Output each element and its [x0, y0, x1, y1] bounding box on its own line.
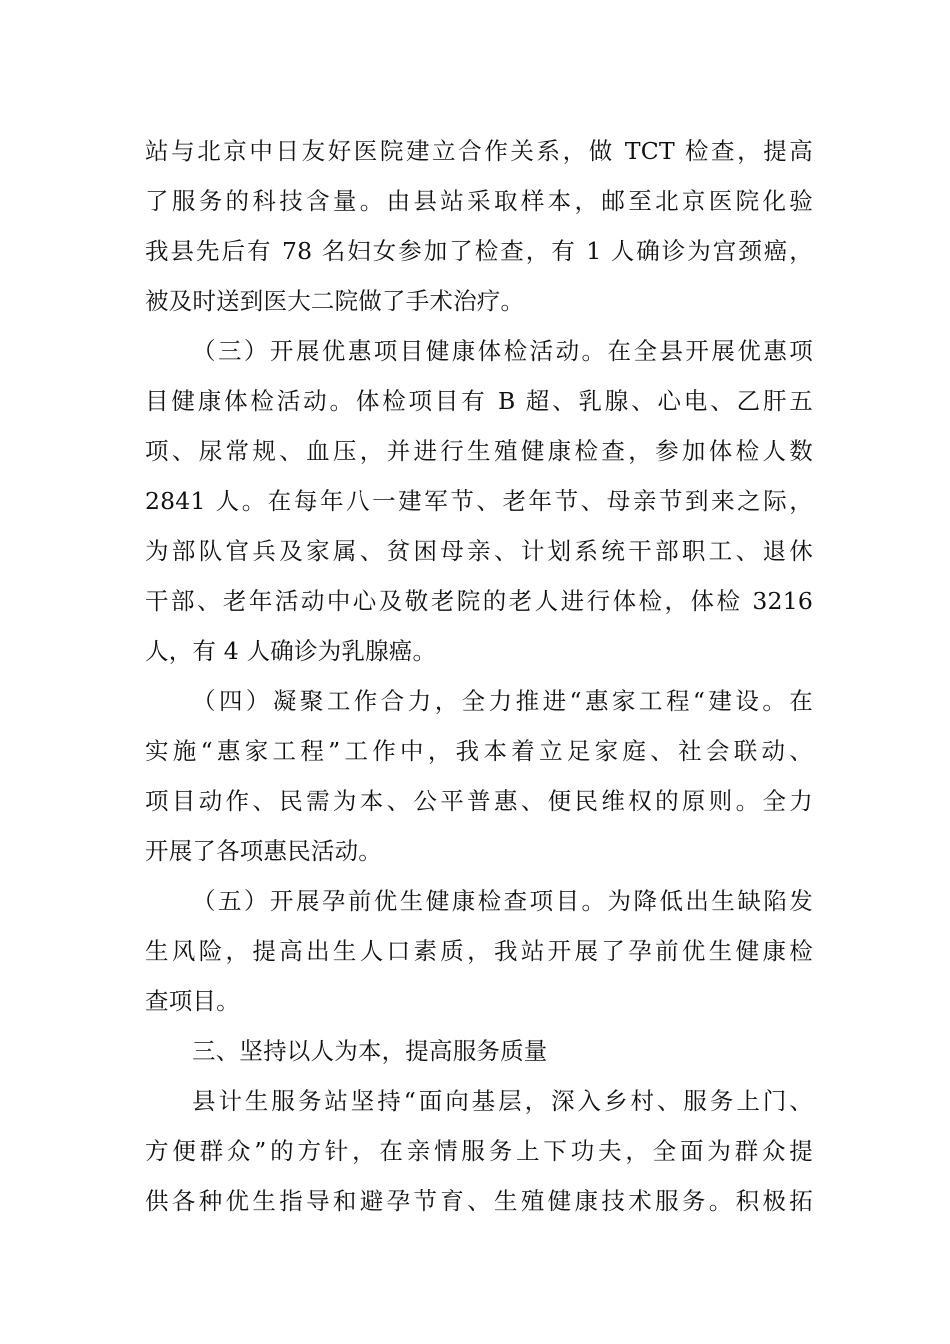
text-line: 人，有 4 人确诊为乳腺癌。 — [145, 637, 437, 665]
text-line: 干部、老年活动中心及敬老院的老人进行体检，体检 3216 — [145, 587, 813, 615]
text-line: 实施“惠家工程”工作中，我本着立足家庭、社会联动、 — [145, 737, 813, 765]
text-line: 了服务的科技含量。由县站采取样本，邮至北京医院化验 — [145, 187, 813, 215]
section-heading-service-quality — [145, 1026, 813, 1076]
text-line: 方便群众”的方针，在亲情服务上下功夫，全面为群众提 — [145, 1137, 813, 1165]
text-line: 2841 人。在每年八一建军节、老年节、母亲节到来之际， — [145, 487, 813, 515]
text-line: 项、尿常规、血压，并进行生殖健康检查，参加体检人数 — [145, 437, 813, 465]
text-line: 生风险，提高出生人口素质，我站开展了孕前优生健康检 — [145, 937, 813, 965]
text-line: 目健康体检活动。体检项目有 B 超、乳腺、心电、乙肝五 — [145, 387, 813, 415]
text-line: 县计生服务站坚持“面向基层，深入乡村、服务上门、 — [192, 1087, 813, 1115]
paragraph-huijia-project — [145, 676, 813, 876]
text-line: （五）开展孕前优生健康检查项目。为降低出生缺陷发 — [192, 887, 813, 915]
paragraph-health-checkup — [145, 326, 813, 676]
text-line: 供各种优生指导和避孕节育、生殖健康技术服务。积极拓 — [145, 1187, 813, 1215]
text-line: 开展了各项惠民活动。 — [145, 837, 382, 865]
paragraph-tct-screening — [145, 126, 813, 326]
document-body — [145, 126, 813, 1226]
paragraph-prepregnancy-check — [145, 876, 813, 1026]
text-line: （三）开展优惠项目健康体检活动。在全县开展优惠项 — [192, 337, 813, 365]
text-line: 查项目。 — [145, 987, 240, 1015]
section-heading: 三、坚持以人为本，提高服务质量 — [192, 1037, 548, 1065]
text-line: 为部队官兵及家属、贫困母亲、计划系统干部职工、退休 — [145, 537, 813, 565]
text-line: 站与北京中日友好医院建立合作关系，做 TCT 检查，提高 — [145, 137, 813, 165]
text-line: 项目动作、民需为本、公平普惠、便民维权的原则。全力 — [145, 787, 813, 815]
text-line: 被及时送到医大二院做了手术治疗。 — [145, 287, 525, 315]
text-line: 我县先后有 78 名妇女参加了检查，有 1 人确诊为宫颈癌， — [145, 237, 813, 265]
text-line: （四）凝聚工作合力，全力推进“惠家工程“建设。在 — [192, 687, 813, 715]
paragraph-service-station — [145, 1076, 813, 1226]
